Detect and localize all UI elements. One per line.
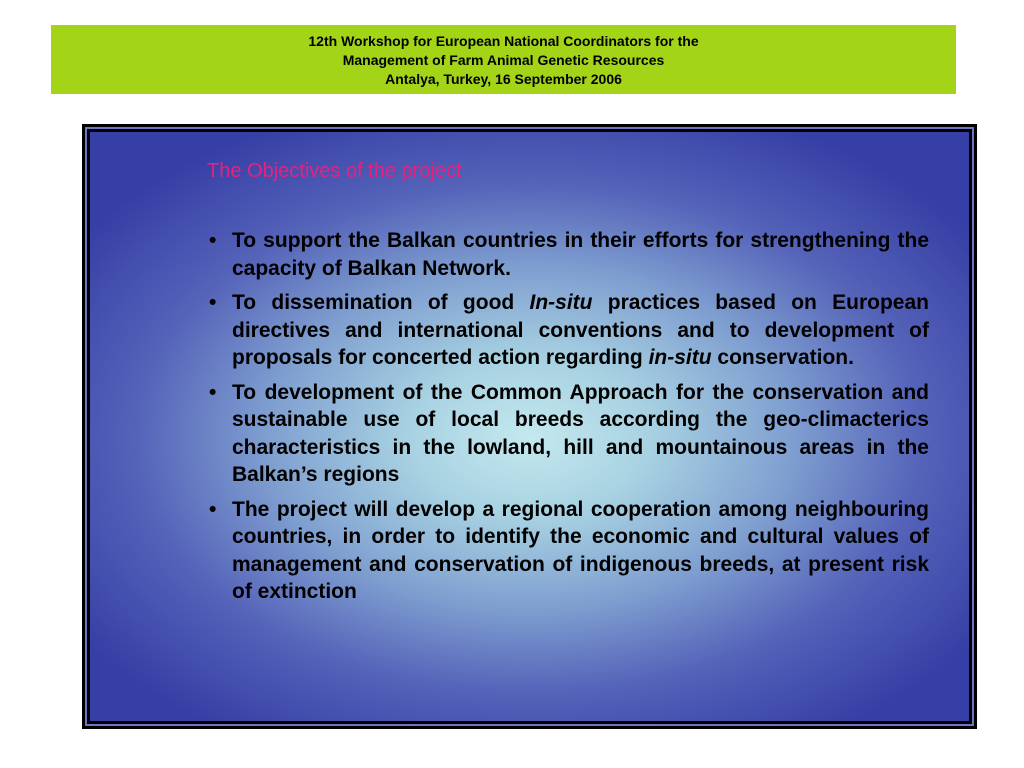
list-item [207, 379, 929, 489]
bullet-text [232, 291, 929, 369]
bullet-icon: • [209, 380, 217, 404]
header-line-1: 12th Workshop for European National Coordinators for the [308, 33, 699, 49]
bullet-text-part: conservation. [711, 346, 854, 369]
bullet-text [232, 229, 929, 280]
objectives-list [207, 227, 929, 613]
bullet-text-part: To dissemination of good [232, 291, 530, 314]
list-item [207, 496, 929, 606]
bullet-text-part: To development of the Common Approach for the conservation and sustainable use of local breeds according the geo-climacterics characteristics in the lowland, hill and mountainous areas in the Balkan’s regions [232, 380, 929, 486]
bullet-text [232, 381, 929, 487]
bullet-text-italic-term: In-situ [529, 291, 593, 314]
bullet-text-part: The project will develop a regional cooperation among neighbouring countries, in order to identify the economic and cultural values of management and conservation of indigenous breeds, at present risk of extinction [232, 497, 929, 603]
list-item [207, 289, 929, 372]
bullet-icon: • [209, 229, 217, 252]
objectives-title: The Objectives of the project [207, 160, 462, 182]
content-frame-inner-border [85, 127, 974, 726]
bullet-text [232, 498, 929, 604]
header-line-2: Management of Farm Animal Genetic Resources [342, 52, 665, 68]
bullet-text-italic-term: in-situ [648, 346, 712, 369]
list-item [207, 227, 929, 282]
bullet-icon: • [209, 497, 217, 521]
header-banner [51, 25, 956, 94]
bullet-text-part: practices based on European directives and international conventions and to development of proposals for concerted action regarding [232, 291, 929, 369]
content-frame [82, 124, 977, 729]
content-panel [90, 132, 969, 721]
bullet-text-part: To support the Balkan countries in their efforts for strengthening the capacity of Balkan Network. [232, 229, 929, 280]
bullet-icon: • [209, 291, 217, 314]
header-line-3: Antalya, Turkey, 16 September 2006 [385, 71, 622, 87]
